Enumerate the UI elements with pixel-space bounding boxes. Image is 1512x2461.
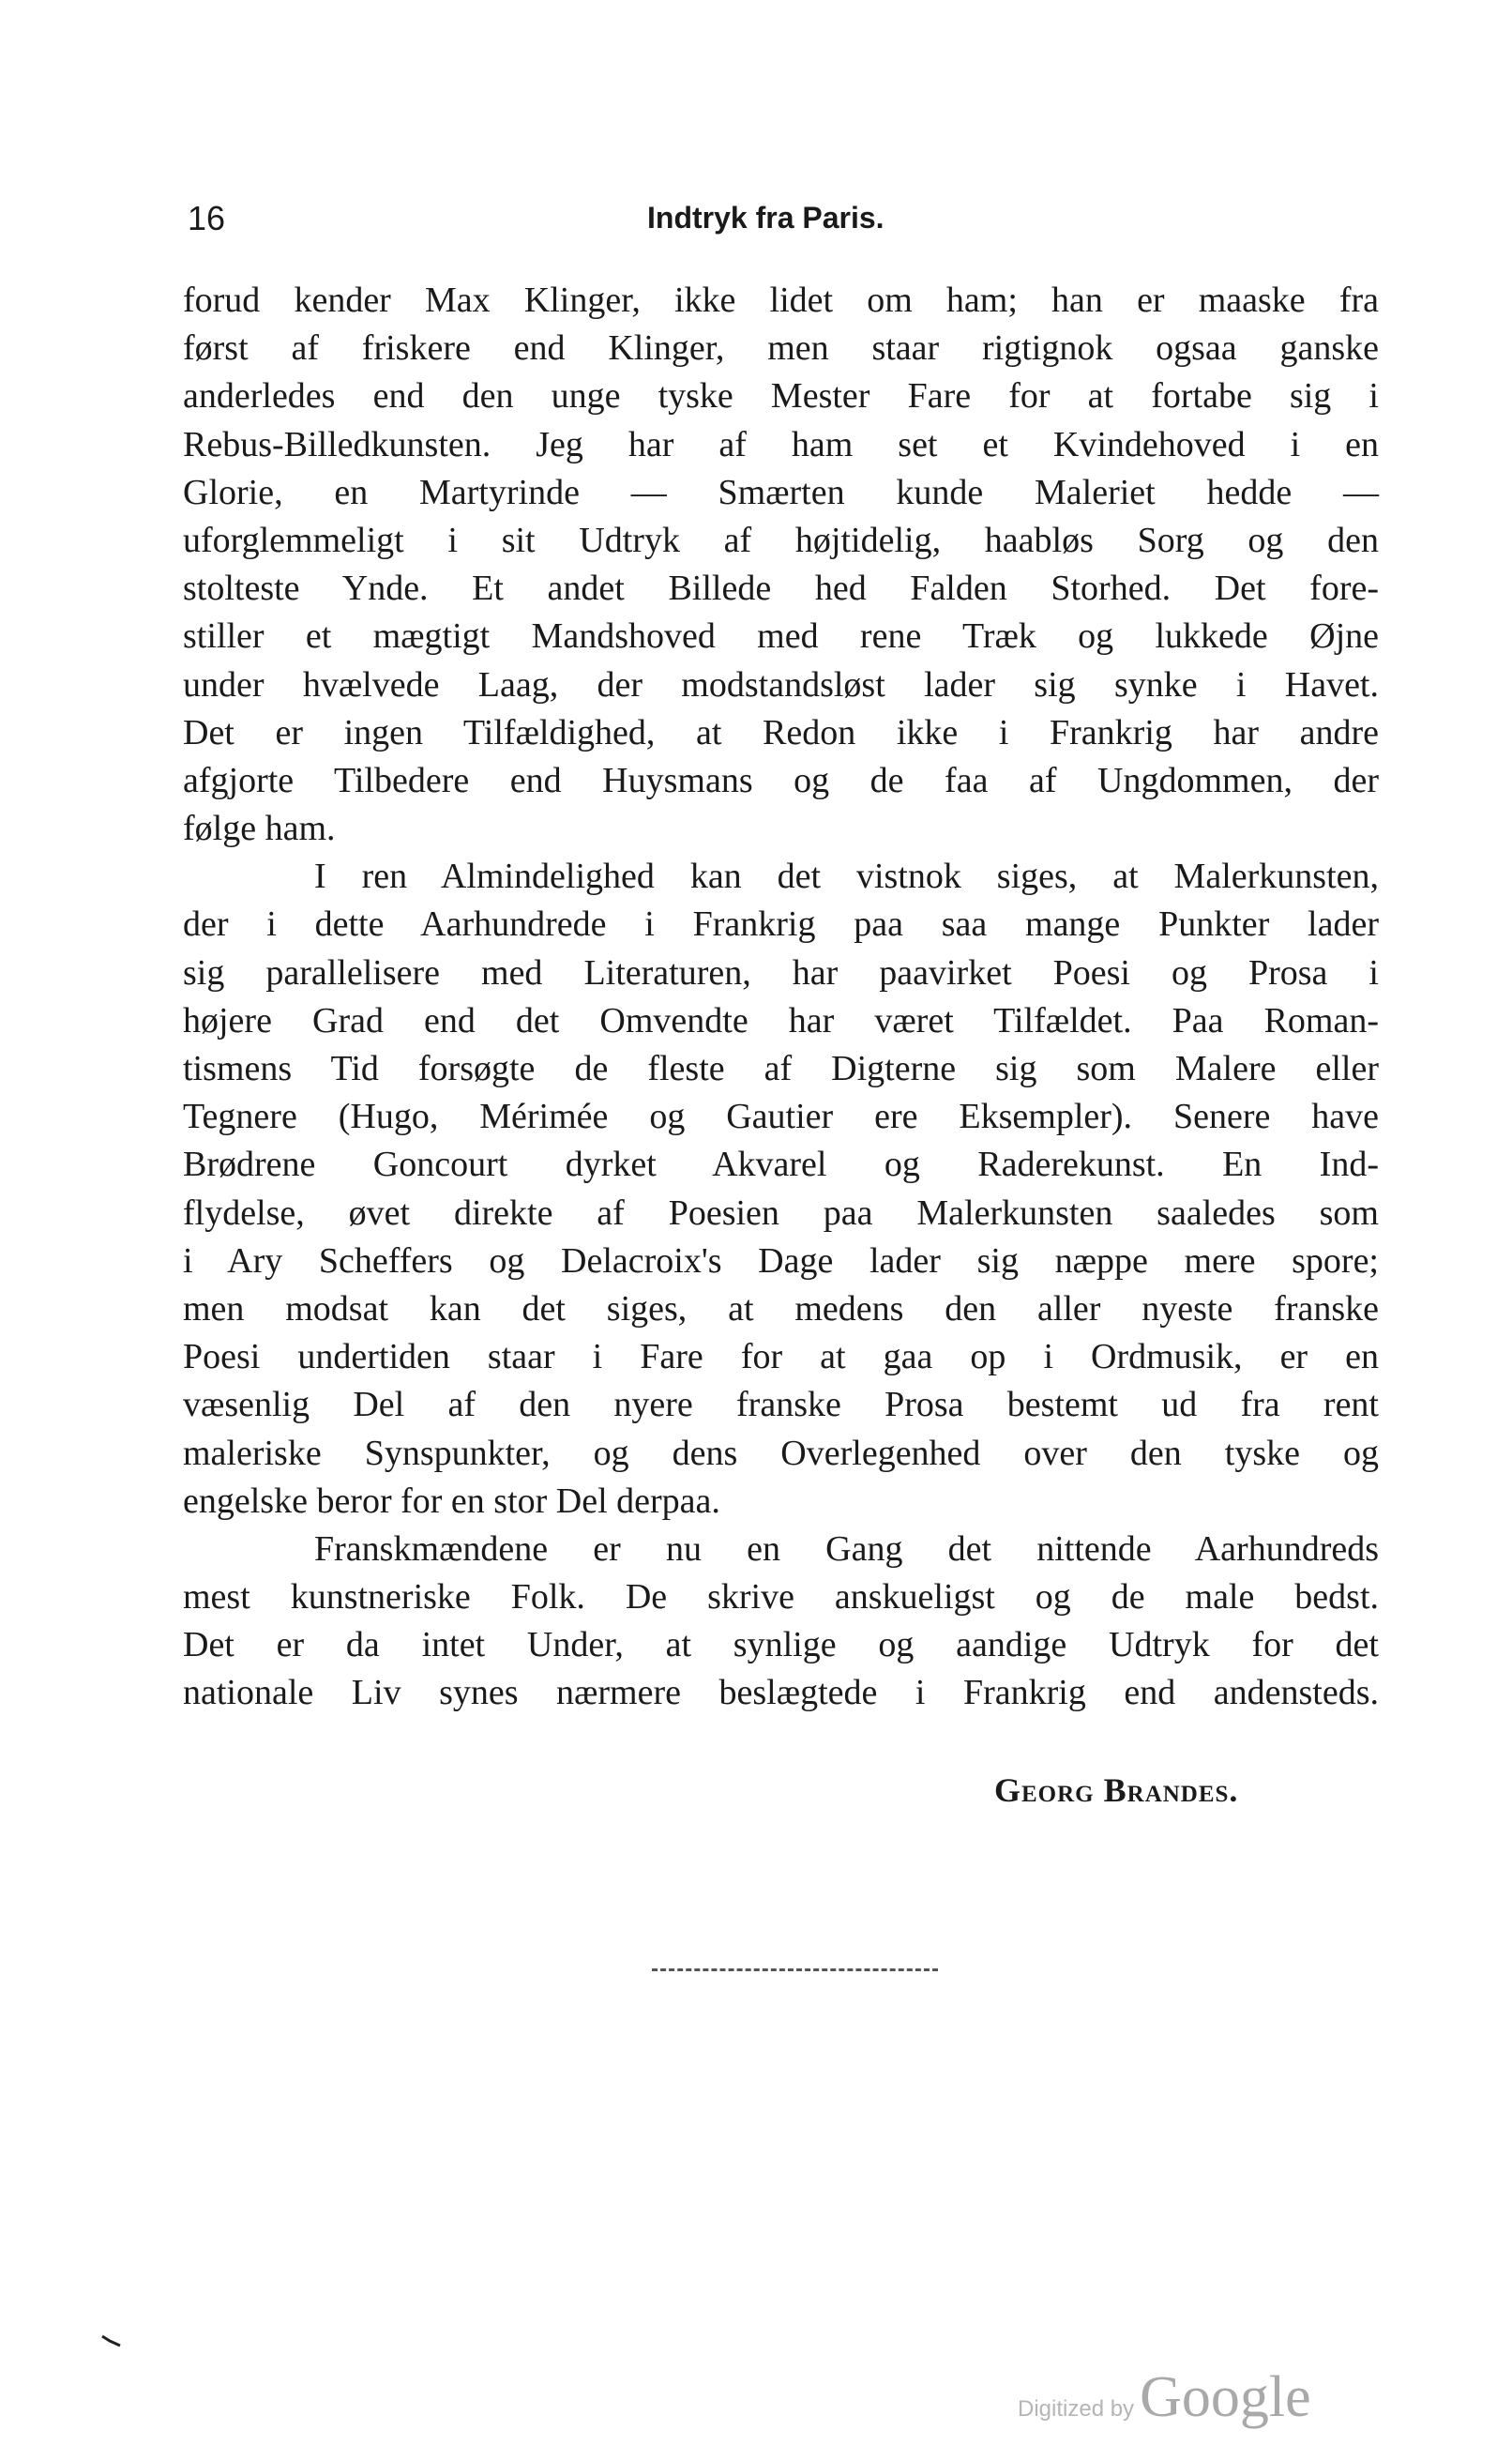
- section-divider: [652, 1968, 938, 1971]
- digitized-by-label: Digitized by: [1018, 2396, 1135, 2422]
- text-line: først af friskere end Klinger, men staar rigtignok ogsaa ganske: [183, 328, 1379, 369]
- text-line: anderledes end den unge tyske Mester Fare for at fortabe sig i: [183, 376, 1379, 417]
- page-number: 16: [188, 199, 226, 237]
- text-line: maleriske Synspunkter, og dens Overlegenhed over den tyske og: [183, 1433, 1379, 1473]
- running-title: Indtryk fra Paris.: [647, 201, 885, 235]
- text-line: mest kunstneriske Folk. De skrive anskueligst og de male bedst.: [183, 1577, 1379, 1618]
- text-line: stiller et mægtigt Mandshoved med rene Træk og lukkede Øjne: [183, 616, 1379, 657]
- text-line: stolteste Ynde. Et andet Billede hed Falden Storhed. Det fore-: [183, 569, 1379, 609]
- text-line: sig parallelisere med Literaturen, har paavirket Poesi og Prosa i: [183, 952, 1379, 993]
- text-line: højere Grad end det Omvendte har været Tilfældet. Paa Roman-: [183, 1000, 1379, 1041]
- text-line: forud kender Max Klinger, ikke lidet om ham; han er maaske fra: [183, 281, 1379, 320]
- text-line: følge ham.: [183, 809, 336, 849]
- text-line: Tegnere (Hugo, Mérimée og Gautier ere Eksempler). Senere have: [183, 1097, 1379, 1137]
- text-line: flydelse, øvet direkte af Poesien paa Malerkunsten saaledes som: [183, 1193, 1379, 1233]
- text-line: Poesi undertiden staar i Fare for at gaa op i Ordmusik, er en: [183, 1337, 1379, 1377]
- text-line: der i dette Aarhundrede i Frankrig paa saa mange Punkter lader: [183, 904, 1379, 945]
- digitized-watermark: [1018, 2364, 1311, 2431]
- author-signature: Georg Brandes.: [994, 1771, 1239, 1809]
- text-line: men modsat kan det siges, at medens den aller nyeste franske: [183, 1288, 1379, 1329]
- text-line: tismens Tid forsøgte de fleste af Digterne sig som Malere eller: [183, 1049, 1379, 1088]
- text-line: under hvælvede Laag, der modstandsløst lader sig synke i Havet.: [183, 664, 1379, 705]
- text-line: I ren Almindelighed kan det vistnok siges, at Malerkunsten,: [314, 857, 1379, 897]
- text-line: Franskmændene er nu en Gang det nittende Aarhundreds: [314, 1528, 1379, 1569]
- body-text: [183, 277, 1379, 1718]
- text-line: nationale Liv synes nærmere beslægtede i Frankrig end andensteds.: [183, 1673, 1379, 1713]
- text-line: Det er da intet Under, at synlige og aandige Udtryk for det: [183, 1625, 1379, 1665]
- text-line: Det er ingen Tilfældighed, at Redon ikke i Frankrig har andre: [183, 712, 1379, 752]
- text-line: i Ary Scheffers og Delacroix's Dage lader sig næppe mere spore;: [183, 1240, 1379, 1281]
- text-line: væsenlig Del af den nyere franske Prosa bestemt ud fra rent: [183, 1385, 1379, 1425]
- stray-mark-icon: [101, 2334, 122, 2347]
- text-line: Rebus-Billedkunsten. Jeg har af ham set et Kvindehoved i en: [183, 424, 1379, 464]
- text-line: Glorie, en Martyrinde — Smærten kunde Maleriet hedde —: [183, 472, 1379, 512]
- text-line: engelske beror for en stor Del derpaa.: [183, 1481, 720, 1521]
- text-line: Brødrene Goncourt dyrket Akvarel og Raderekunst. En Ind-: [183, 1145, 1379, 1185]
- text-line: uforglemmeligt i sit Udtryk af højtidelig, haabløs Sorg og den: [183, 520, 1379, 560]
- text-line: afgjorte Tilbedere end Huysmans og de faa af Ungdommen, der: [183, 760, 1379, 800]
- google-logo: Google: [1140, 2365, 1311, 2429]
